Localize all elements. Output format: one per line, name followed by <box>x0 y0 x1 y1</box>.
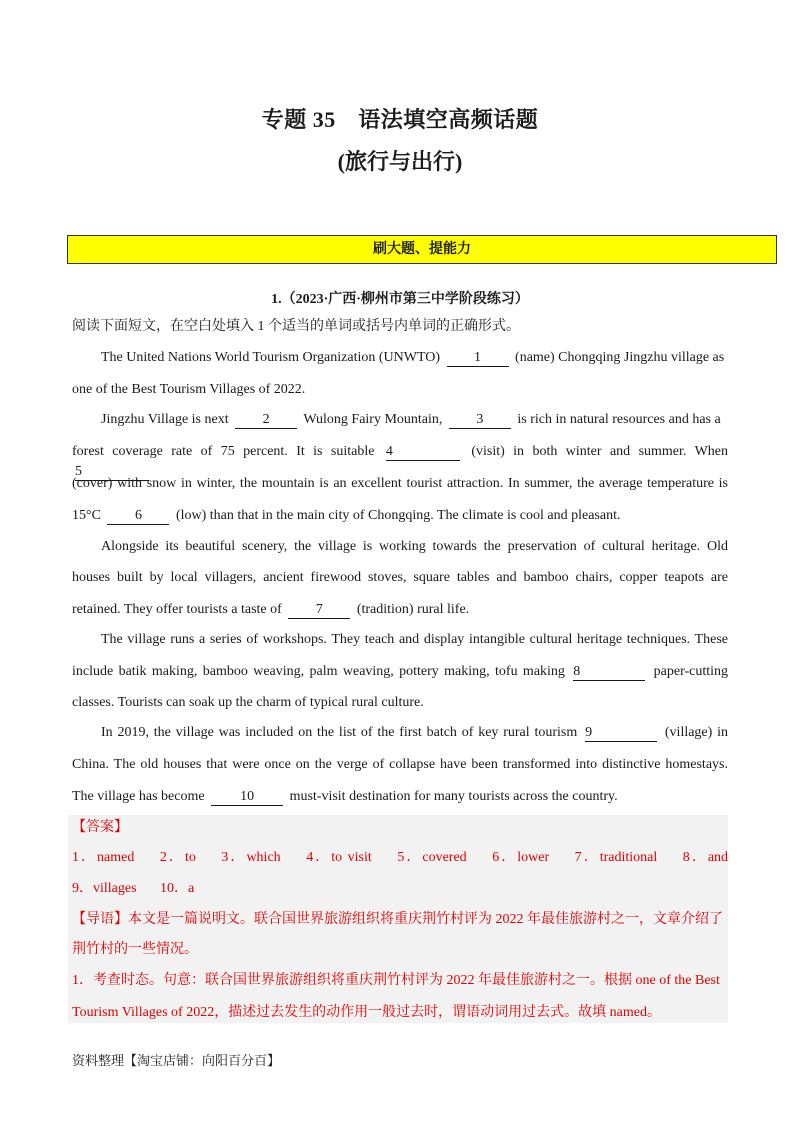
paragraph-line: forest coverage rate of 75 percent. It is suitable 4 (visit) in both winter and summer. When 5 <box>72 444 728 479</box>
answer-item: 9．villages <box>72 881 137 896</box>
answer-item: 1．named <box>72 850 135 865</box>
guide-text: 【导语】本文是一篇说明文。联合国世界旅游组织将重庆荆竹村评为 2022 年最佳旅游村之一，文章介绍了 <box>72 912 723 927</box>
blank-4: 4 <box>386 444 460 461</box>
paragraph-line: The United Nations World Tourism Organization (UNWTO) 1 (name) Chongqing Jingzhu village as <box>101 350 725 365</box>
paragraph-line: retained. They offer tourists a taste of 7 (tradition) rural life. <box>72 602 470 617</box>
answer-item: 5．covered <box>397 850 467 865</box>
blank-6: 6 <box>107 508 169 525</box>
blank-8: 8 <box>573 664 645 681</box>
paragraph-line: houses built by local villagers, ancient firewood stoves, square tables and bamboo chairs, copper teapots are <box>72 570 728 585</box>
question-heading: 1.（2023·广西·柳州市第三中学阶段练习） <box>271 292 529 307</box>
paragraph-line: The village has become 10 must-visit destination for many tourists across the country. <box>72 789 618 804</box>
paragraph-line: classes. Tourists can soak up the charm of typical rural culture. <box>72 695 424 710</box>
blank-3: 3 <box>449 412 511 429</box>
answer-item: 7．traditional <box>574 850 658 865</box>
instruction: 阅读下面短文，在空白处填入 1 个适当的单词或括号内单词的正确形式。 <box>72 319 520 334</box>
answer-label: 【答案】 <box>72 820 128 835</box>
page-title: 专题 35 语法填空高频话题 <box>261 107 539 132</box>
explanation-text: 1．考查时态。句意：联合国世界旅游组织将重庆荆竹村评为 2022 年最佳旅游村之一。根据 one of the Best <box>72 973 720 988</box>
blank-5: 5 <box>75 464 149 481</box>
answer-item: 4．to visit <box>306 850 372 865</box>
paragraph-line: include batik making, bamboo weaving, palm weaving, pottery making, tofu making 8 paper-cutting <box>72 664 728 679</box>
paragraph-line: Alongside its beautiful scenery, the village is working towards the preservation of cultural heritage. Old <box>101 539 728 554</box>
answer-item: 2．to <box>159 850 196 865</box>
blank-1: 1 <box>447 350 509 367</box>
answer-items <box>72 848 728 868</box>
paragraph-line: In 2019, the village was included on the list of the first batch of key rural tourism 9 (village) in <box>101 725 729 740</box>
answer-item: 6．lower <box>492 850 550 865</box>
blank-7: 7 <box>288 602 350 619</box>
answer-items <box>72 879 728 899</box>
paragraph-line: one of the Best Tourism Villages of 2022. <box>72 382 306 397</box>
blank-2: 2 <box>235 412 297 429</box>
explanation-text: Tourism Villages of 2022，描述过去发生的动作用一般过去时，谓语动词用过去式。故填 named。 <box>72 1005 662 1020</box>
page-subtitle: (旅行与出行) <box>337 149 463 174</box>
paragraph-line: 15°C 6 (low) than that in the main city of Chongqing. The climate is cool and pleasant. <box>72 508 621 523</box>
paragraph-line: Jingzhu Village is next 2 Wulong Fairy Mountain, 3 is rich in natural resources and has a <box>101 412 721 427</box>
answer-item: 3．which <box>221 850 281 865</box>
paragraph-line: The village runs a series of workshops. They teach and display intangible cultural heritage techniques. These <box>101 632 728 647</box>
paragraph-line: China. The old houses that were once on the verge of collapse have been transformed into distinctive homestays. <box>72 757 728 772</box>
paragraph-line: (cover) with snow in winter, the mountain is an excellent tourist attraction. In summer, the average temperature is <box>72 476 728 491</box>
answer-item: 8．and <box>682 850 729 865</box>
guide-text: 荆竹村的一些情况。 <box>72 942 198 957</box>
answer-item: 10．a <box>160 881 195 896</box>
blank-9: 9 <box>585 725 657 742</box>
footer-note: 资料整理【淘宝店铺：向阳百分百】 <box>72 1054 281 1069</box>
section-banner: 刷大题、提能力 <box>67 235 777 264</box>
blank-10: 10 <box>211 789 283 806</box>
